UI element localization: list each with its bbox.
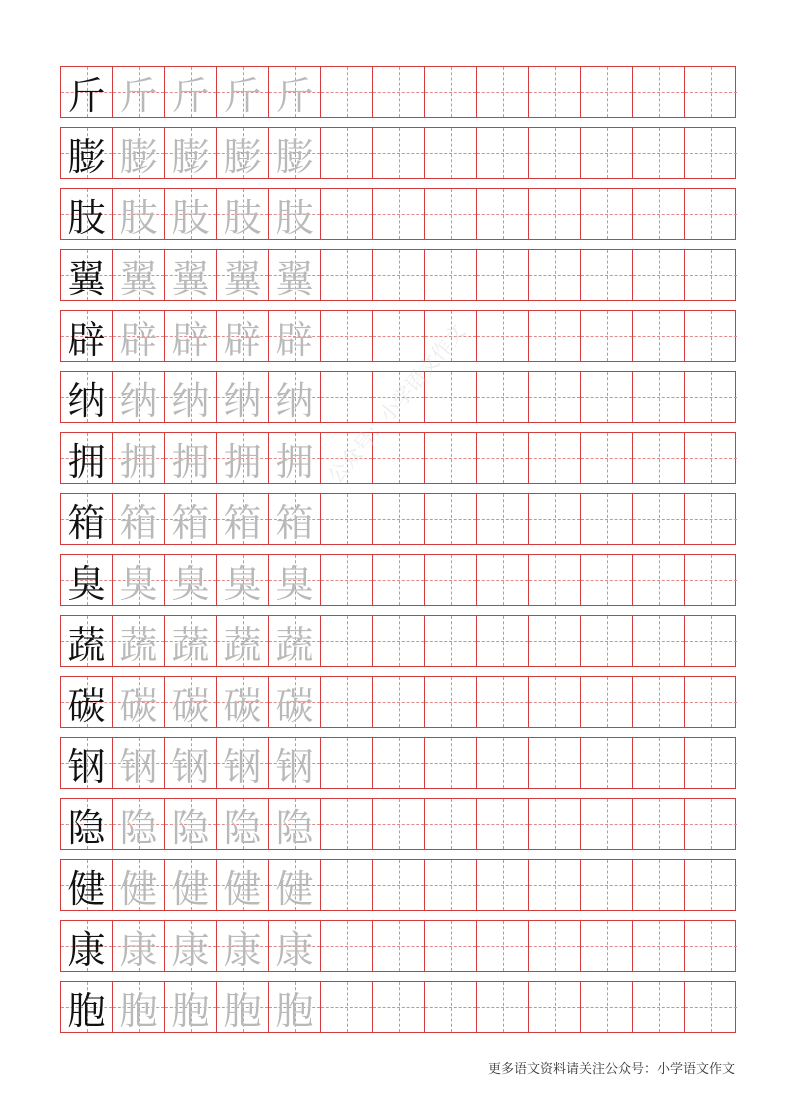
trace-character-cell: [217, 860, 269, 910]
writing-cell: [529, 67, 581, 117]
trace-character: 斤: [223, 73, 262, 118]
writing-cell: [685, 189, 737, 239]
trace-character-cell: [217, 555, 269, 605]
writing-cell: [685, 67, 737, 117]
trace-character: 臭: [223, 561, 262, 606]
trace-character: 肢: [223, 195, 262, 240]
model-character-cell: [61, 433, 113, 483]
trace-character: 辟: [171, 317, 210, 362]
writing-cell: [633, 616, 685, 666]
trace-character: 翼: [119, 256, 158, 301]
writing-cell: [321, 555, 373, 605]
trace-character: 翼: [223, 256, 262, 301]
trace-character-cell: [113, 67, 165, 117]
writing-cell: [425, 921, 477, 971]
trace-character-cell: [113, 982, 165, 1032]
writing-cell: [477, 799, 529, 849]
writing-cell: [321, 799, 373, 849]
model-character: 碳: [67, 683, 106, 728]
writing-cell: [633, 128, 685, 178]
trace-character: 隐: [119, 805, 158, 850]
trace-character-cell: [113, 616, 165, 666]
writing-cell: [633, 311, 685, 361]
writing-cell: [321, 67, 373, 117]
writing-cell: [685, 677, 737, 727]
writing-cell: [529, 616, 581, 666]
trace-character: 拥: [275, 439, 314, 484]
writing-cell: [633, 189, 685, 239]
trace-character-cell: [217, 982, 269, 1032]
writing-cell: [321, 189, 373, 239]
trace-character: 胞: [171, 988, 210, 1033]
writing-cell: [581, 372, 633, 422]
trace-character-cell: [217, 738, 269, 788]
writing-cell: [581, 250, 633, 300]
practice-row: [60, 554, 736, 606]
writing-cell: [685, 555, 737, 605]
trace-character: 蔬: [275, 622, 314, 667]
model-character: 辟: [67, 317, 106, 362]
trace-character: 肢: [171, 195, 210, 240]
writing-cell: [425, 738, 477, 788]
trace-character-cell: [269, 67, 321, 117]
trace-character-cell: [269, 189, 321, 239]
model-character-cell: [61, 738, 113, 788]
writing-cell: [529, 799, 581, 849]
trace-character-cell: [165, 67, 217, 117]
writing-cell: [685, 860, 737, 910]
writing-cell: [477, 128, 529, 178]
practice-row: [60, 127, 736, 179]
model-character-cell: [61, 494, 113, 544]
writing-cell: [581, 494, 633, 544]
model-character-cell: [61, 860, 113, 910]
writing-cell: [477, 494, 529, 544]
trace-character: 纳: [171, 378, 210, 423]
writing-cell: [373, 677, 425, 727]
trace-character-cell: [113, 372, 165, 422]
watermark: 公众号：小学语文作文: [323, 319, 471, 488]
trace-character-cell: [113, 494, 165, 544]
writing-cell: [633, 982, 685, 1032]
trace-character-cell: [217, 433, 269, 483]
model-character: 康: [67, 927, 106, 972]
trace-character-cell: [269, 616, 321, 666]
model-character-cell: [61, 128, 113, 178]
trace-character: 胞: [223, 988, 262, 1033]
writing-cell: [321, 860, 373, 910]
trace-character-cell: [269, 311, 321, 361]
model-character-cell: [61, 250, 113, 300]
writing-cell: [321, 616, 373, 666]
trace-character: 肢: [119, 195, 158, 240]
writing-cell: [373, 250, 425, 300]
writing-cell: [425, 616, 477, 666]
model-character: 健: [67, 866, 106, 911]
writing-cell: [529, 311, 581, 361]
trace-character: 隐: [275, 805, 314, 850]
writing-cell: [425, 128, 477, 178]
trace-character-cell: [217, 494, 269, 544]
model-character: 蔬: [67, 622, 106, 667]
writing-cell: [581, 616, 633, 666]
trace-character-cell: [217, 67, 269, 117]
trace-character: 康: [275, 927, 314, 972]
trace-character: 钢: [275, 744, 314, 789]
writing-cell: [581, 677, 633, 727]
trace-character-cell: [113, 128, 165, 178]
writing-cell: [373, 128, 425, 178]
writing-cell: [581, 921, 633, 971]
trace-character-cell: [165, 494, 217, 544]
writing-cell: [633, 494, 685, 544]
writing-cell: [685, 372, 737, 422]
trace-character: 拥: [171, 439, 210, 484]
trace-character-cell: [217, 250, 269, 300]
model-character-cell: [61, 921, 113, 971]
trace-character: 康: [119, 927, 158, 972]
writing-cell: [477, 738, 529, 788]
practice-row: [60, 676, 736, 728]
trace-character-cell: [165, 433, 217, 483]
practice-row: [60, 493, 736, 545]
writing-cell: [477, 555, 529, 605]
writing-cell: [581, 860, 633, 910]
trace-character-cell: [165, 555, 217, 605]
trace-character-cell: [165, 677, 217, 727]
writing-cell: [373, 738, 425, 788]
model-character-cell: [61, 189, 113, 239]
trace-character-cell: [113, 677, 165, 727]
writing-cell: [685, 128, 737, 178]
model-character-cell: [61, 982, 113, 1032]
trace-character-cell: [217, 616, 269, 666]
trace-character-cell: [113, 799, 165, 849]
trace-character-cell: [113, 738, 165, 788]
trace-character: 箱: [171, 500, 210, 545]
writing-cell: [581, 67, 633, 117]
model-character-cell: [61, 555, 113, 605]
trace-character-cell: [269, 677, 321, 727]
model-character: 胞: [67, 988, 106, 1033]
trace-character: 翼: [171, 256, 210, 301]
trace-character: 膨: [223, 134, 262, 179]
trace-character: 碳: [223, 683, 262, 728]
trace-character-cell: [165, 311, 217, 361]
trace-character-cell: [165, 372, 217, 422]
trace-character-cell: [165, 128, 217, 178]
trace-character: 蔬: [223, 622, 262, 667]
trace-character-cell: [269, 494, 321, 544]
model-character-cell: [61, 311, 113, 361]
model-character-cell: [61, 677, 113, 727]
trace-character: 健: [223, 866, 262, 911]
writing-cell: [529, 982, 581, 1032]
trace-character: 臭: [171, 561, 210, 606]
writing-cell: [477, 67, 529, 117]
trace-character: 斤: [171, 73, 210, 118]
writing-cell: [581, 799, 633, 849]
writing-cell: [529, 433, 581, 483]
writing-cell: [581, 982, 633, 1032]
trace-character-cell: [217, 799, 269, 849]
practice-row: [60, 981, 736, 1033]
writing-cell: [425, 860, 477, 910]
writing-cell: [685, 982, 737, 1032]
trace-character-cell: [217, 128, 269, 178]
writing-cell: [425, 494, 477, 544]
writing-cell: [321, 128, 373, 178]
writing-cell: [477, 372, 529, 422]
writing-cell: [633, 250, 685, 300]
model-character: 纳: [67, 378, 106, 423]
practice-row: [60, 432, 736, 484]
writing-cell: [685, 494, 737, 544]
trace-character-cell: [269, 738, 321, 788]
trace-character: 臭: [275, 561, 314, 606]
trace-character-cell: [165, 921, 217, 971]
trace-character: 辟: [223, 317, 262, 362]
writing-cell: [373, 616, 425, 666]
trace-character: 箱: [223, 500, 262, 545]
writing-cell: [685, 921, 737, 971]
writing-cell: [425, 433, 477, 483]
writing-cell: [477, 860, 529, 910]
writing-cell: [321, 311, 373, 361]
writing-cell: [529, 372, 581, 422]
trace-character-cell: [269, 860, 321, 910]
writing-cell: [581, 128, 633, 178]
writing-cell: [581, 311, 633, 361]
trace-character-cell: [269, 799, 321, 849]
writing-cell: [685, 311, 737, 361]
practice-row: [60, 66, 736, 118]
writing-cell: [685, 616, 737, 666]
model-character-cell: [61, 616, 113, 666]
trace-character-cell: [113, 433, 165, 483]
trace-character: 隐: [171, 805, 210, 850]
trace-character: 肢: [275, 195, 314, 240]
model-character: 翼: [67, 256, 106, 301]
writing-cell: [685, 799, 737, 849]
trace-character: 康: [171, 927, 210, 972]
writing-cell: [373, 982, 425, 1032]
writing-cell: [425, 555, 477, 605]
trace-character: 蔬: [171, 622, 210, 667]
model-character: 钢: [67, 744, 106, 789]
writing-cell: [581, 738, 633, 788]
writing-cell: [529, 494, 581, 544]
trace-character: 康: [223, 927, 262, 972]
trace-character: 碳: [119, 683, 158, 728]
trace-character: 纳: [275, 378, 314, 423]
writing-cell: [529, 921, 581, 971]
trace-character: 胞: [275, 988, 314, 1033]
trace-character: 翼: [275, 256, 314, 301]
writing-cell: [373, 799, 425, 849]
model-character: 臭: [67, 561, 106, 606]
writing-cell: [529, 677, 581, 727]
writing-cell: [633, 921, 685, 971]
model-character-cell: [61, 67, 113, 117]
trace-character-cell: [165, 250, 217, 300]
model-character: 膨: [67, 134, 106, 179]
trace-character: 碳: [275, 683, 314, 728]
trace-character-cell: [113, 311, 165, 361]
writing-cell: [581, 555, 633, 605]
trace-character-cell: [113, 921, 165, 971]
trace-character: 健: [119, 866, 158, 911]
trace-character-cell: [269, 982, 321, 1032]
writing-cell: [477, 677, 529, 727]
writing-cell: [477, 189, 529, 239]
trace-character: 胞: [119, 988, 158, 1033]
trace-character-cell: [269, 433, 321, 483]
writing-cell: [425, 982, 477, 1032]
trace-character: 拥: [223, 439, 262, 484]
trace-character: 膨: [119, 134, 158, 179]
footer-note: 更多语文资料请关注公众号：小学语文作文: [487, 1062, 735, 1077]
writing-cell: [633, 372, 685, 422]
writing-cell: [633, 799, 685, 849]
trace-character-cell: [113, 555, 165, 605]
trace-character: 蔬: [119, 622, 158, 667]
writing-cell: [373, 67, 425, 117]
trace-character: 臭: [119, 561, 158, 606]
trace-character: 箱: [275, 500, 314, 545]
writing-cell: [321, 982, 373, 1032]
writing-cell: [477, 921, 529, 971]
trace-character-cell: [269, 555, 321, 605]
trace-character: 辟: [275, 317, 314, 362]
writing-cell: [581, 189, 633, 239]
writing-cell: [425, 677, 477, 727]
trace-character: 膨: [275, 134, 314, 179]
trace-character-cell: [165, 799, 217, 849]
trace-character: 斤: [275, 73, 314, 118]
writing-cell: [529, 250, 581, 300]
writing-cell: [477, 616, 529, 666]
model-character: 隐: [67, 805, 106, 850]
trace-character: 膨: [171, 134, 210, 179]
writing-cell: [373, 494, 425, 544]
trace-character-cell: [165, 982, 217, 1032]
trace-character-cell: [217, 921, 269, 971]
trace-character-cell: [269, 921, 321, 971]
trace-character-cell: [269, 250, 321, 300]
writing-cell: [685, 738, 737, 788]
model-character: 箱: [67, 500, 106, 545]
model-character-cell: [61, 799, 113, 849]
trace-character-cell: [217, 372, 269, 422]
trace-character-cell: [165, 860, 217, 910]
trace-character: 斤: [119, 73, 158, 118]
writing-cell: [529, 860, 581, 910]
trace-character: 纳: [223, 378, 262, 423]
model-character: 拥: [67, 439, 106, 484]
writing-cell: [633, 433, 685, 483]
writing-cell: [373, 189, 425, 239]
writing-cell: [529, 128, 581, 178]
practice-row: [60, 310, 736, 362]
writing-cell: [529, 189, 581, 239]
practice-row: [60, 737, 736, 789]
writing-cell: [633, 860, 685, 910]
writing-cell: [633, 677, 685, 727]
trace-character-cell: [113, 189, 165, 239]
model-character-cell: [61, 372, 113, 422]
writing-cell: [633, 555, 685, 605]
writing-cell: [425, 799, 477, 849]
model-character: 斤: [67, 73, 106, 118]
trace-character: 纳: [119, 378, 158, 423]
trace-character: 拥: [119, 439, 158, 484]
trace-character-cell: [217, 677, 269, 727]
trace-character-cell: [113, 250, 165, 300]
practice-row: [60, 920, 736, 972]
trace-character-cell: [165, 616, 217, 666]
trace-character-cell: [165, 738, 217, 788]
trace-character: 辟: [119, 317, 158, 362]
trace-character: 隐: [223, 805, 262, 850]
writing-cell: [425, 189, 477, 239]
practice-row: [60, 249, 736, 301]
writing-cell: [373, 860, 425, 910]
trace-character: 箱: [119, 500, 158, 545]
writing-cell: [529, 555, 581, 605]
practice-row: [60, 188, 736, 240]
writing-cell: [477, 433, 529, 483]
trace-character-cell: [113, 860, 165, 910]
writing-cell: [633, 738, 685, 788]
practice-row: [60, 798, 736, 850]
trace-character: 钢: [223, 744, 262, 789]
trace-character: 钢: [171, 744, 210, 789]
trace-character-cell: [165, 189, 217, 239]
trace-character-cell: [269, 128, 321, 178]
writing-cell: [321, 677, 373, 727]
writing-cell: [685, 250, 737, 300]
trace-character: 健: [171, 866, 210, 911]
writing-cell: [321, 738, 373, 788]
trace-character: 碳: [171, 683, 210, 728]
practice-row: [60, 615, 736, 667]
writing-cell: [633, 67, 685, 117]
writing-cell: [321, 494, 373, 544]
trace-character: 健: [275, 866, 314, 911]
writing-cell: [373, 555, 425, 605]
writing-cell: [685, 433, 737, 483]
model-character: 肢: [67, 195, 106, 240]
writing-cell: [477, 982, 529, 1032]
writing-cell: [321, 250, 373, 300]
trace-character-cell: [217, 189, 269, 239]
writing-cell: [321, 921, 373, 971]
writing-cell: [373, 921, 425, 971]
writing-cell: [581, 433, 633, 483]
practice-row: [60, 859, 736, 911]
writing-cell: [529, 738, 581, 788]
trace-character: 钢: [119, 744, 158, 789]
practice-sheet: [60, 66, 736, 1042]
trace-character-cell: [269, 372, 321, 422]
writing-cell: [425, 67, 477, 117]
trace-character-cell: [217, 311, 269, 361]
